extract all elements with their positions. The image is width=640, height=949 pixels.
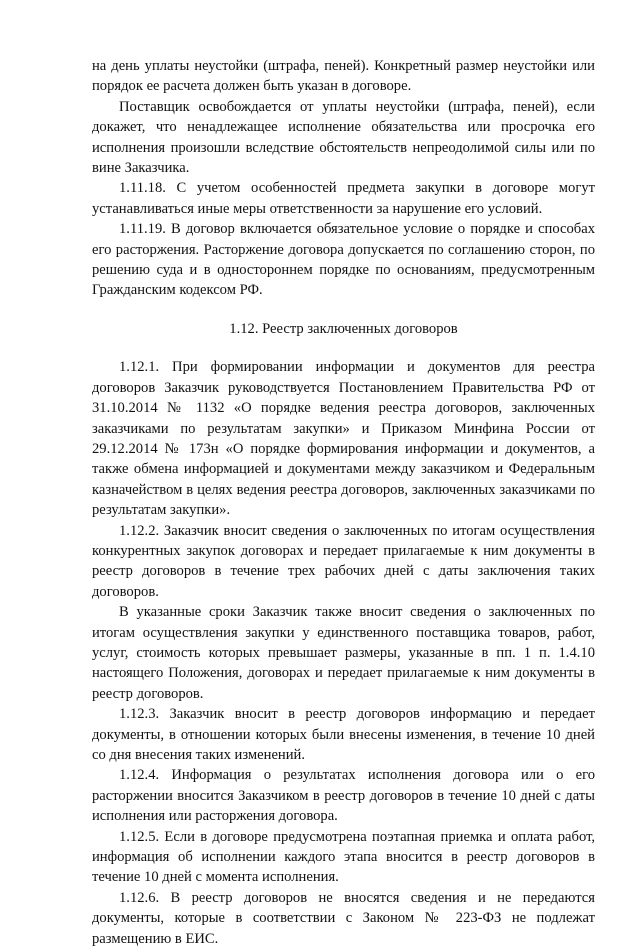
paragraph-continuation: на день уплаты неустойки (штрафа, пеней). Конкретный размер неустойки или порядок ее расчета должен быть указан в договоре. [92,58,595,95]
paragraph-single-supplier: В указанные сроки Заказчик также вносит сведения о заключенных по итогам осуществления закупки у единственного поставщика товаров, работ, услуг, стоимость которых превышает размеры, указанные в пп. 1 п. 1.4.10 настоящего Положения, договорах и передает прилагаемые к ним документы в реестр договоров. [92,604,595,702]
paragraph-1-12-6: 1.12.6. В реестр договоров не вносятся сведения и не передаются документы, которые в соответствии с Законом № 223-ФЗ не подлежат размещению в ЕИС. [92,889,595,947]
paragraph-1-12-1: 1.12.1. При формировании информации и документов для реестра договоров Заказчик руководствуется Постановлением Правительства РФ от 31.10.2014 № 1132 «О порядке ведения реестра договоров, заключенных заказчиками по результатам закупки» и Приказом Минфина России от 29.12.2014 № 173н «О порядке формирования информации и документов, а также обмена информацией и документами между заказчиком и Федеральным казначейством в целях ведения реестра договоров, заключенных заказчиками по результатам закупки». [92,359,595,519]
section-heading-1-12: 1.12. Реестр заключенных договоров [229,320,458,337]
paragraph-1-11-19: 1.11.19. В договор включается обязательное условие о порядке и способах его расторжения. Расторжение договора допускается по соглашению сторон, по решению суда и в одностороннем порядке по основаниям, предусмотренным Гражданским кодексом РФ. [92,221,595,299]
paragraph-1-12-3: 1.12.3. Заказчик вносит в реестр договоров информацию и передает документы, в отношении которых были внесены изменения, в течение 10 дней со дня внесения таких изменений. [92,706,595,763]
paragraph-1-12-2: 1.12.2. Заказчик вносит сведения о заключенных по итогам осуществления конкурентных закупок договорах и передает прилагаемые к ним документы в реестр договоров в течение трех рабочих дней с даты заключения таких договоров. [92,522,595,600]
paragraph-force-majeure: Поставщик освобождается от уплаты неустойки (штрафа, пеней), если докажет, что ненадлежащее исполнение обязательства или просрочка его исполнения произошли вследствие обстоятельств непреодолимой силы или по вине Заказчика. [92,98,595,177]
paragraph-1-12-5: 1.12.5. Если в договоре предусмотрена поэтапная приемка и оплата работ, информация об исполнении каждого этапа вносится в реестр договоров в течение 10 дней с момента исполнения. [92,828,595,886]
paragraph-1-12-4: 1.12.4. Информация о результатах исполнения договора или о его расторжении вносится Заказчиком в реестр договоров в течение 10 дней с даты исполнения или расторжения договора. [92,767,595,825]
document-page [92,56,595,949]
paragraph-1-11-18: 1.11.18. С учетом особенностей предмета закупки в договоре могут устанавливаться иные меры ответственности за нарушение его условий. [92,180,595,217]
